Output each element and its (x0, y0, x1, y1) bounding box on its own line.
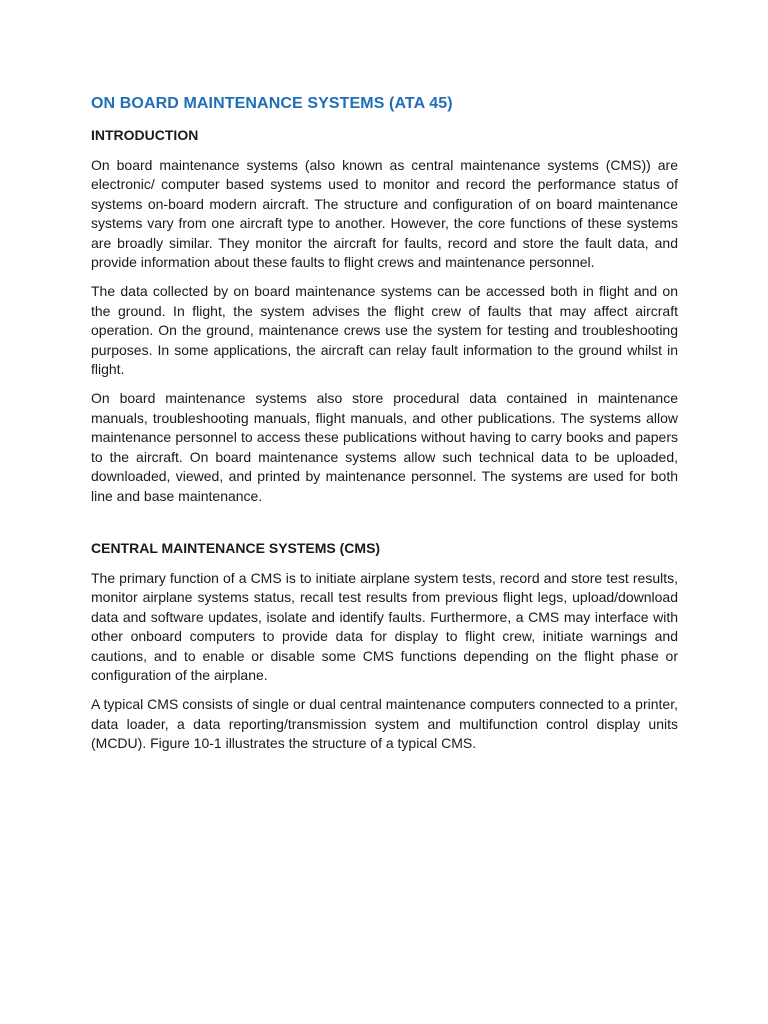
paragraph: The primary function of a CMS is to initiate airplane system tests, record and store test results, monitor airplane systems status, recall test results from previous flight legs, upload/download data and software updates, isolate and identify faults. Furthermore, a CMS may interface with other onboard computers to provide data for display to flight crew, initiate warnings and cautions, and to enable or disable some CMS functions depending on the flight phase or configuration of the airplane. (91, 569, 678, 683)
paragraph: On board maintenance systems also store procedural data contained in maintenance manuals, troubleshooting manuals, flight manuals, and other publications. The systems allow maintenance personnel to access these publications without having to carry books and papers to the aircraft. On board maintenance systems allow such technical data to be uploaded, downloaded, viewed, and printed by maintenance personnel. The systems are used for both line and base maintenance. (91, 390, 678, 504)
section-heading-introduction: INTRODUCTION (91, 127, 199, 143)
paragraph: The data collected by on board maintenance systems can be accessed both in flight and on the ground. In flight, the system advises the flight crew of faults that may affect aircraft operation. On the ground, maintenance crews use the system for testing and troubleshooting purposes. In some applications, the aircraft can relay fault information to the ground whilst in flight. (91, 283, 678, 378)
document-title: ON BOARD MAINTENANCE SYSTEMS (ATA 45) (91, 95, 453, 112)
paragraph: On board maintenance systems (also known as central maintenance systems (CMS)) are electronic/ computer based systems used to monitor and record the performance status of systems on-board modern aircraft. The structure and configuration of on board maintenance systems vary from one aircraft type to another. However, the core functions of these systems are broadly similar. They monitor the aircraft for faults, record and store the fault data, and provide information about these faults to flight crews and maintenance personnel. (91, 157, 678, 271)
paragraph: A typical CMS consists of single or dual central maintenance computers connected to a printer, data loader, a data reporting/transmission system and multifunction control display units (MCDU). Figure 10-1 illustrates the structure of a typical CMS. (91, 696, 678, 752)
document-page (91, 94, 678, 754)
section-heading-central-maintenance-systems: CENTRAL MAINTENANCE SYSTEMS (CMS) (91, 539, 381, 556)
